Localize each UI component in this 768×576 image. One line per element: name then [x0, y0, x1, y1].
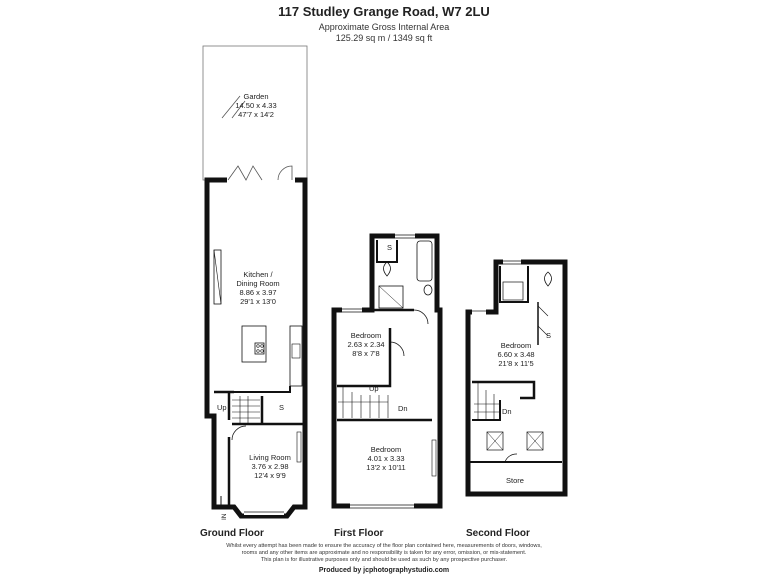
hall-wall	[214, 392, 305, 507]
bedroom-small-metric: 2.63 x 2.34	[347, 340, 385, 349]
living-name: Living Room	[249, 453, 291, 462]
living-metric: 3.76 x 2.98	[251, 462, 289, 471]
page-title: 117 Studley Grange Road, W7 2LU	[278, 4, 490, 19]
disclaimer-line-2: rooms and any other items are approximate and no responsibility is taken for any error, omission, or mis-statement.	[241, 550, 527, 556]
bedroom-large-metric: 4.01 x 3.33	[367, 454, 405, 463]
bedroom-small-name: Bedroom	[350, 331, 382, 340]
first-up-label: Up	[369, 384, 379, 393]
bedroom-second-metric: 6.60 x 3.48	[497, 350, 535, 359]
sink	[292, 344, 300, 358]
entrance-gap	[205, 466, 210, 504]
radiator	[297, 432, 301, 462]
disclaimer	[150, 543, 618, 564]
first-radiator	[432, 440, 436, 476]
bedroom-large-imperial: 13'2 x 10'11	[366, 463, 406, 472]
second-dn-label: Dn	[502, 407, 512, 416]
bathtub	[417, 241, 432, 281]
bath-door	[414, 310, 428, 324]
area-label: Approximate Gross Internal Area	[318, 22, 450, 32]
small-bedroom-door	[390, 342, 404, 356]
ensuite-toilet	[545, 272, 552, 286]
ensuite-shower	[503, 282, 523, 300]
disclaimer-line-3: This plan is for illustrative purposes only and should be used as such by any prospective purchaser.	[260, 557, 508, 563]
living-door-swing	[232, 426, 246, 440]
store-name: Store	[506, 476, 524, 485]
kitchen-partition	[234, 386, 290, 392]
second-storage-label: S	[546, 331, 552, 340]
bedroom-second-imperial: 21'8 x 11'5	[498, 359, 534, 368]
living-imperial: 12'4 x 9'9	[254, 471, 286, 480]
second-stairs	[474, 382, 500, 420]
ground-stairs	[232, 396, 260, 424]
garden-metric: 14.50 x 4.33	[235, 101, 277, 110]
first-floor-label: First Floor	[334, 528, 384, 539]
ground-floor-label: Ground Floor	[200, 528, 264, 539]
ground-storage-label: S	[279, 403, 285, 412]
ground-up-label: Up	[217, 403, 227, 412]
first-storage-label: S	[387, 243, 393, 252]
second-outer-wall	[468, 262, 565, 494]
disclaimer-line-1: Whilst every attempt has been made to ensure the accuracy of the floor plan contained here, measurements of doors, windows,	[226, 543, 542, 549]
first-dn-label: Dn	[398, 404, 408, 413]
kitchen-name-2: Dining Room	[236, 279, 280, 288]
bedroom-second-name: Bedroom	[500, 341, 532, 350]
bedroom-small-imperial: 8'8 x 7'8	[352, 349, 380, 358]
kitchen-island	[242, 326, 266, 362]
garden-name: Garden	[243, 92, 269, 101]
second-floor-plan	[468, 259, 565, 494]
store-door	[505, 454, 517, 462]
first-stairs	[338, 386, 388, 418]
second-floor-label: Second Floor	[466, 528, 530, 539]
garden-imperial: 47'7 x 14'2	[238, 110, 274, 119]
kitchen-metric: 8.86 x 3.97	[239, 288, 277, 297]
entrance-label: IN	[221, 513, 228, 520]
basin	[424, 285, 432, 295]
kitchen-name-1: Kitchen /	[243, 270, 273, 279]
credit-line: Produced by jcphotographystudio.com	[318, 567, 450, 574]
bedroom-large-name: Bedroom	[370, 445, 402, 454]
toilet	[384, 262, 391, 276]
kitchen-imperial: 29'1 x 13'0	[240, 297, 276, 306]
area-value: 125.29 sq m / 1349 sq ft	[335, 33, 433, 43]
